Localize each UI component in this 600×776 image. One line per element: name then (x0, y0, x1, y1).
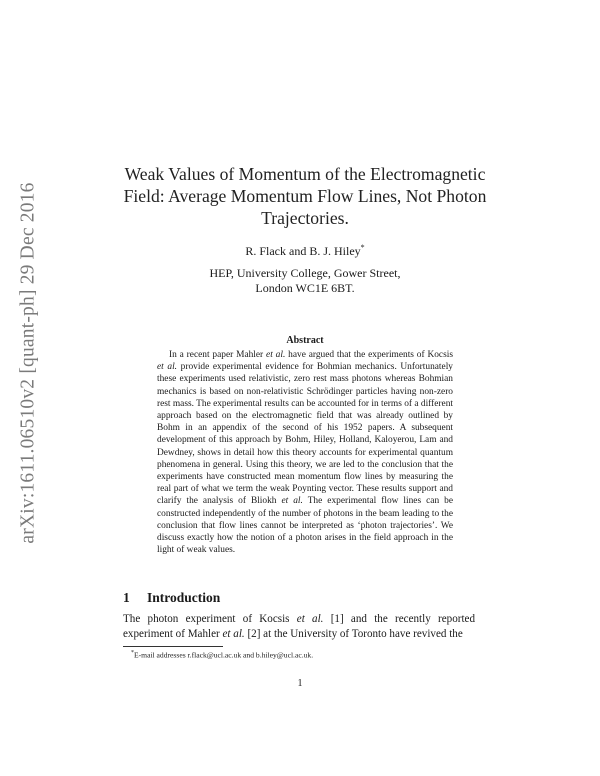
footnote-marker: * (131, 650, 134, 656)
page-number: 1 (297, 678, 303, 689)
footnote-rule (123, 646, 223, 647)
footnote-text: E-mail addresses r.flack@ucl.ac.uk and b.hiley@ucl.ac.uk. (134, 650, 314, 660)
abstract-text-italic: et al. (266, 350, 286, 360)
intro-text-italic: et al. (296, 613, 324, 625)
author-footnote-marker: * (360, 243, 365, 252)
intro-paragraph (123, 612, 475, 642)
arxiv-identifier-stamp (14, 178, 44, 548)
intro-text: [2] at the University of Toronto have revived the (244, 628, 463, 640)
paper-title (110, 163, 500, 229)
intro-text: [1] and the recently reported experiment of Mahler (123, 613, 475, 640)
abstract-text-italic: et al. (157, 362, 178, 373)
section-heading (123, 590, 220, 606)
section-number: 1 (123, 590, 130, 605)
author-line (110, 240, 500, 259)
abstract-text: The experimental flow lines can be constructed independently of the number of photons in the beam leading to the conclusion that flow lines cannot be interpreted as ‘photon trajectories’. We discuss exactly how the notion of a photon arises in the field approach in the light of weak values. (157, 496, 453, 556)
abstract-body (157, 349, 453, 556)
authors: R. Flack and B. J. Hiley (245, 244, 361, 258)
abstract-text: provide experimental evidence for Bohmian mechanics. Unfortunately these experiments used relativistic, zero rest mass photons whereas Bohmian mechanics is based on non-relativistic Schrödinger particles having non-zero rest mass. The experimental results can be accounted for in terms of a different approach based on the electromagnetic field that was already outlined by Bohm in an appendix of the second of his 1952 papers. A subsequent development of this approach by Bohm, Hiley, Holland, Kaloyerou, Lam and Dewdney, shows in detail how this theory accounts for experimental quantum phenomena in general. Using this theory, we are led to the conclusion that the experiments have constructed mean momentum flow lines by measuring the real part of what we term the weak Poynting vector. These results support and clarify the analysis of Bliokh (157, 362, 453, 507)
affiliation (110, 266, 500, 296)
abstract-text-italic: et al. (281, 496, 303, 507)
affiliation-line: London WC1E 6BT. (255, 281, 355, 295)
intro-text-italic: et al. (222, 628, 245, 640)
arxiv-identifier: arXiv:1611.06510v2 [quant-ph] 29 Dec 2016 (18, 182, 39, 544)
title-line: Field: Average Momentum Flow Lines, Not Photon (123, 186, 487, 206)
footnote (123, 648, 475, 661)
title-line: Weak Values of Momentum of the Electromagnetic (124, 164, 486, 184)
abstract-text: In a recent paper Mahler (169, 350, 267, 360)
intro-text: The photon experiment of Kocsis (123, 613, 297, 625)
abstract-heading: Abstract (286, 335, 324, 346)
affiliation-line: HEP, University College, Gower Street, (209, 266, 401, 280)
section-title: Introduction (147, 590, 221, 605)
abstract-text: have argued that the experiments of Kocsis (285, 350, 453, 360)
title-line: Trajectories. (261, 208, 349, 228)
